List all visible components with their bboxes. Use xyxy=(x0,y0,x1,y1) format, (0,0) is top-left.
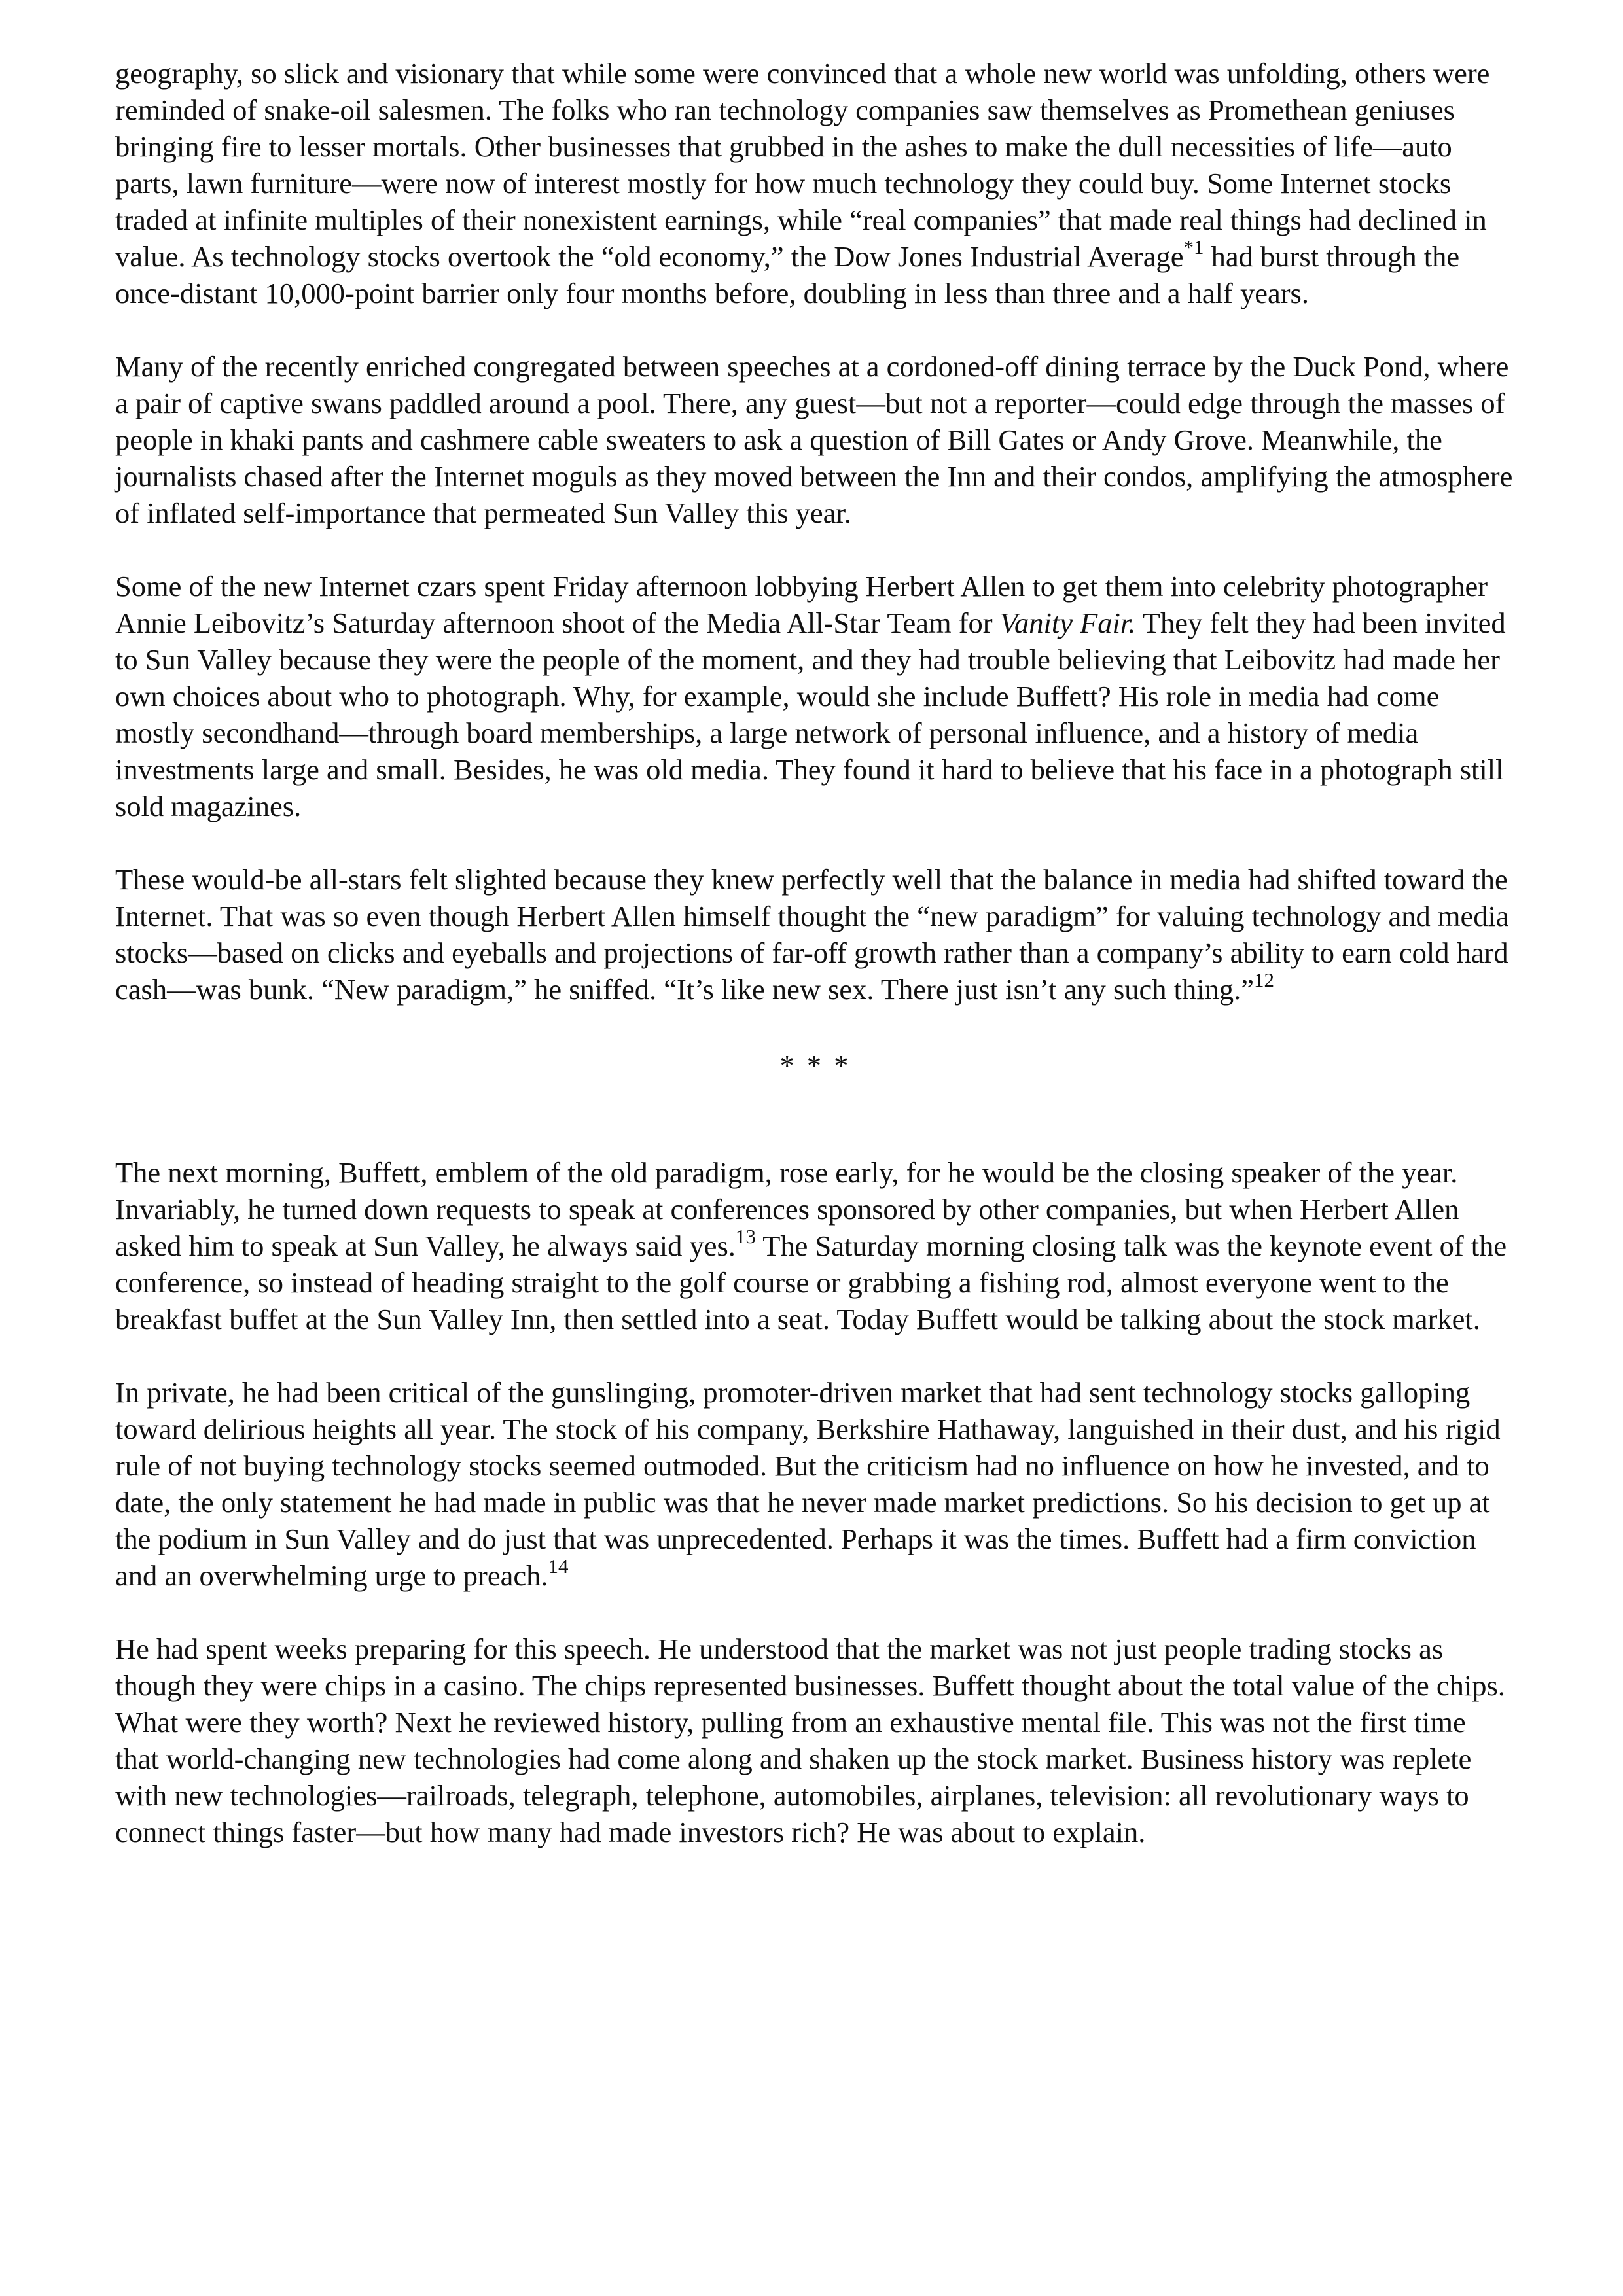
paragraph-text: The next morning, Buffett, emblem of the old paradigm, rose early, for he would be the closing speaker of the year. Invariably, he turned down requests to speak at conferences sponsored by other companies, but when Herbert Allen asked him to speak at Sun Valley, he always said yes. xyxy=(115,1156,1467,1262)
section-divider: * * * xyxy=(779,1049,851,1082)
footnote-marker: 13 xyxy=(735,1224,756,1248)
paragraph-text: He had spent weeks preparing for this speech. He understood that the market was not just people trading stocks as though they were chips in a casino. The chips represented businesses. Buffett thought about the total value of the chips. What were they worth? Next he reviewed history, pulling from an exhaustive mental file. This was not the first time that world-changing new technologies had come along and shaken up the stock market. Business history was replete with new technologies—railroads, telegraph, telephone, automobiles, airplanes, television: all revolutionary ways to connect things faster—but how many had made investors rich? He was about to explain. xyxy=(115,1633,1512,1848)
paragraph xyxy=(115,55,1516,311)
paragraph-text: geography, so slick and visionary that while some were convinced that a whole new world was unfolding, others were reminded of snake-oil salesmen. The folks who ran technology companies saw themselves as Promethean geniuses bringing fire to lesser mortals. Other businesses that grubbed in the ashes to make the dull necessities of life—auto parts, lawn furniture—were now of interest mostly for how much technology they could buy. Some Internet stocks traded at infinite multiples of their nonexistent earnings, while “real companies” that made real things had declined in value. As technology stocks overtook the “old economy,” the Dow Jones Industrial Average xyxy=(115,57,1497,273)
paragraph-text: The Saturday morning closing talk was the keynote event of the conference, so instead of heading straight to the golf course or grabbing a fishing rod, almost everyone went to the breakfast buffet at the Sun Valley Inn, then settled into a seat. Today Buffett would be talking about the stock market. xyxy=(115,1229,1514,1335)
paragraph-text: These would-be all-stars felt slighted because they knew perfectly well that the balance in media had shifted toward the Internet. That was so even though Herbert Allen himself thought the “new paradigm” for valuing technology and media stocks—based on clicks and eyeballs and projections of far-off growth rather than a company’s ability to earn cold hard cash—was bunk. “New paradigm,” he sniffed. “It’s like new sex. There just isn’t any such thing.” xyxy=(115,863,1516,1006)
document-page xyxy=(115,55,1520,1887)
paragraph xyxy=(115,1154,1516,1337)
paragraph xyxy=(115,861,1516,1008)
body-text-after-divider xyxy=(115,1154,1516,1850)
paragraph-text: had burst through the once-distant 10,000-point barrier only four months before, doubling in less than three and a half years. xyxy=(115,240,1467,309)
footnote-marker: 12 xyxy=(1254,968,1275,991)
paragraph-text: They felt they had been invited to Sun Valley because they were the people of the moment, and they had trouble believing that Leibovitz had made her own choices about who to photograph. Why, for example, would she include Buffett? His role in media had come mostly secondhand—through board memberships, a large network of personal influence, and a history of media investments large and small. Besides, he was old media. They found it hard to believe that his face in a photograph still sold magazines. xyxy=(115,607,1513,822)
paragraph-text: Some of the new Internet czars spent Friday afternoon lobbying Herbert Allen to get them into celebrity photographer Annie Leibovitz’s Saturday afternoon shoot of the Media All-Star Team for xyxy=(115,570,1493,639)
paragraph-text: Many of the recently enriched congregated between speeches at a cordoned-off dining terrace by the Duck Pond, where a pair of captive swans paddled around a pool. There, any guest—but not a reporter—could edge through the masses of people in khaki pants and cashmere cable sweaters to ask a question of Bill Gates or Andy Grove. Meanwhile, the journalists chased after the Internet moguls as they moved between the Inn and their condos, amplifying the atmosphere of inflated self-importance that permeated Sun Valley this year. xyxy=(115,350,1520,529)
paragraph xyxy=(115,348,1520,531)
paragraph xyxy=(115,568,1516,824)
italic-title: Vanity Fair. xyxy=(999,607,1136,639)
paragraph xyxy=(115,1631,1516,1850)
body-text-before-divider xyxy=(115,55,1520,1008)
paragraph xyxy=(115,1374,1516,1594)
footnote-marker: 14 xyxy=(548,1554,569,1578)
footnote-marker: *1 xyxy=(1183,235,1204,258)
paragraph-text: In private, he had been critical of the gunslinging, promoter-driven market that had sent technology stocks galloping toward delirious heights all year. The stock of his company, Berkshire Hathaway, languished in their dust, and his rigid rule of not buying technology stocks seemed outmoded. But the criticism had no influence on how he invested, and to date, the only statement he had made in public was that he never made market predictions. So his decision to get up at the podium in Sun Valley and do just that was unprecedented. Perhaps it was the times. Buffett had a firm conviction and an overwhelming urge to preach. xyxy=(115,1376,1508,1592)
